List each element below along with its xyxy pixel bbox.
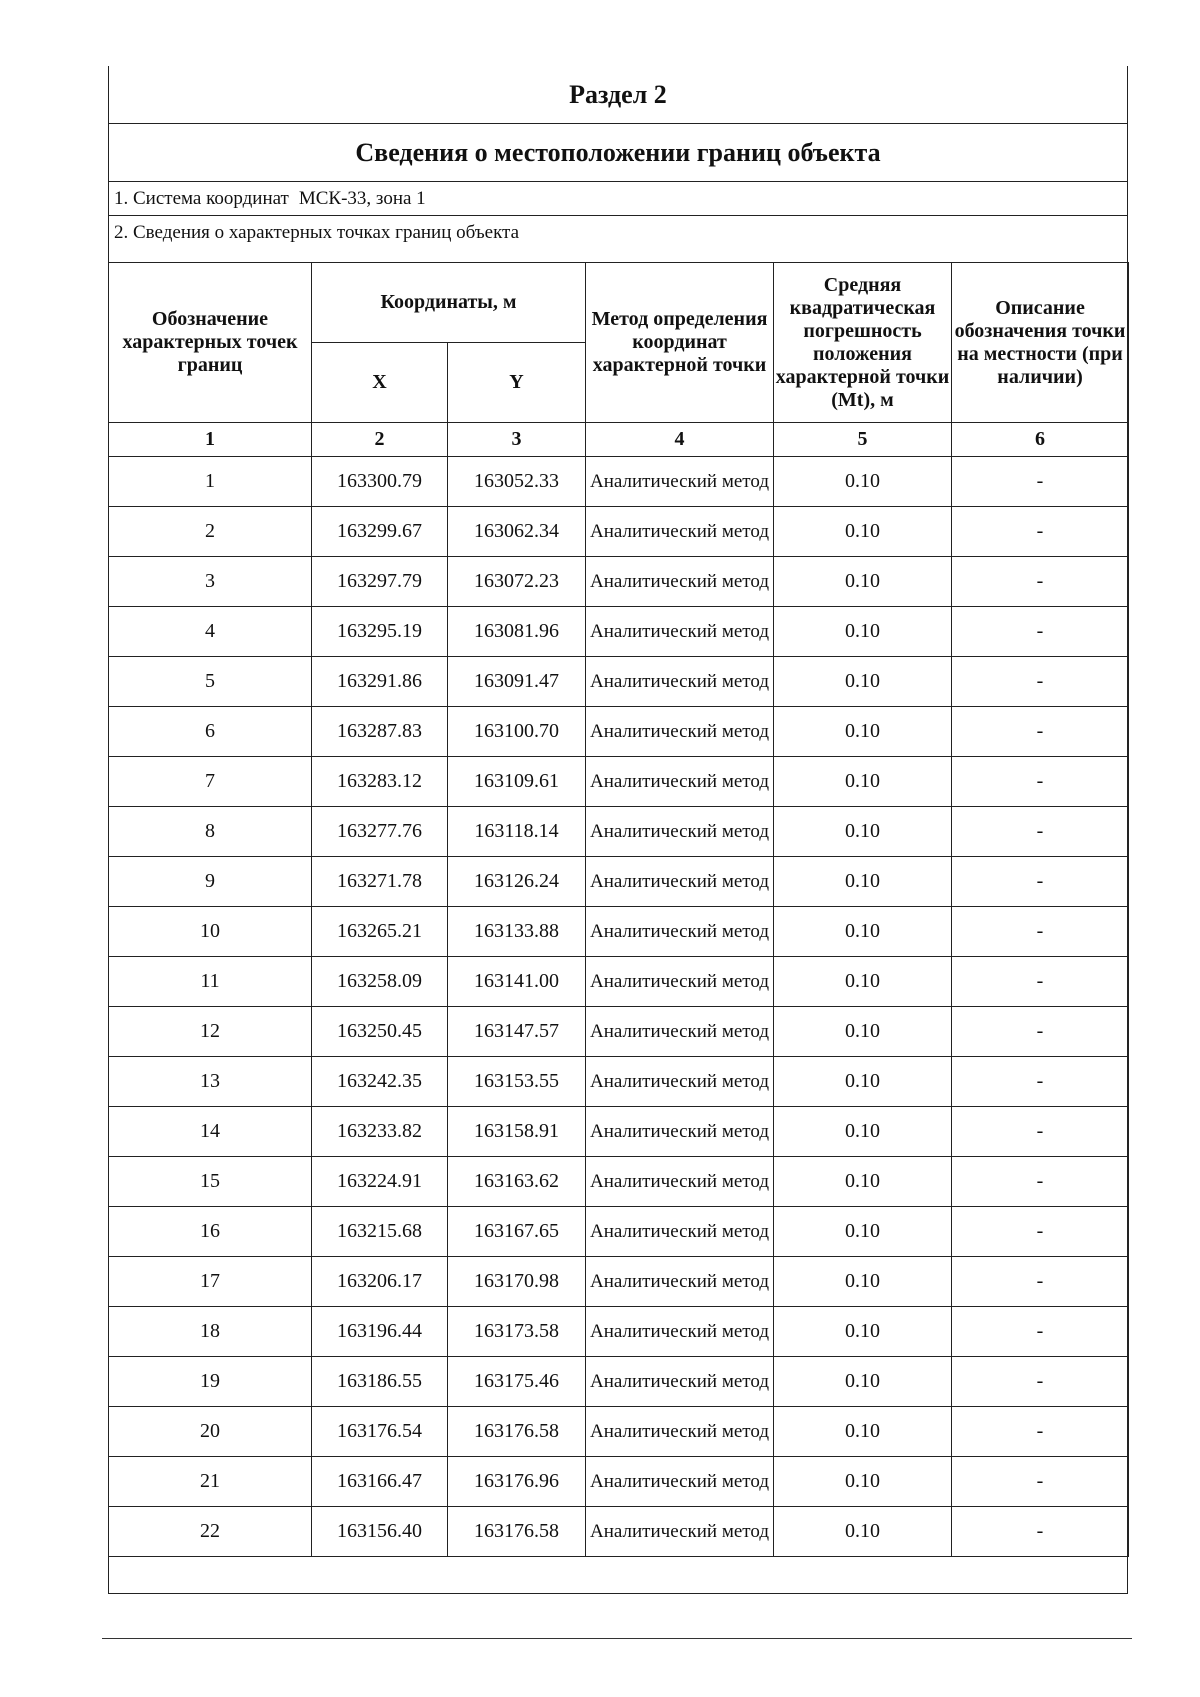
table-row [109,1257,1129,1307]
x-coordinate-cell: 163258.09 [312,957,448,1007]
method-cell: Аналитический метод [586,557,774,607]
point-number-cell: 6 [109,707,312,757]
y-coordinate-cell: 163153.55 [448,1057,586,1107]
bottom-rule [102,1638,1132,1639]
description-cell: - [952,857,1129,907]
accuracy-cell: 0.10 [774,1057,952,1107]
point-number-cell: 4 [109,607,312,657]
table-row [109,857,1129,907]
y-coordinate-cell: 163176.58 [448,1407,586,1457]
accuracy-cell: 0.10 [774,1407,952,1457]
x-coordinate-cell: 163295.19 [312,607,448,657]
accuracy-cell: 0.10 [774,707,952,757]
accuracy-cell: 0.10 [774,507,952,557]
section-subtitle: Сведения о местоположении границ объекта [108,124,1128,182]
point-number-cell: 11 [109,957,312,1007]
y-coordinate-cell: 163100.70 [448,707,586,757]
table-row [109,1207,1129,1257]
accuracy-cell: 0.10 [774,607,952,657]
section-title: Раздел 2 [108,66,1128,124]
table-row [109,907,1129,957]
accuracy-cell: 0.10 [774,1357,952,1407]
description-cell: - [952,707,1129,757]
description-cell: - [952,1457,1129,1507]
points-info-label: 2. Сведения о характерных точках границ объекта [114,222,520,243]
x-coordinate-cell: 163196.44 [312,1307,448,1357]
description-cell: - [952,1507,1129,1557]
description-cell: - [952,1257,1129,1307]
x-coordinate-cell: 163300.79 [312,457,448,507]
section-header [108,66,1128,250]
accuracy-cell: 0.10 [774,1007,952,1057]
method-cell: Аналитический метод [586,957,774,1007]
table-row [109,1307,1129,1357]
x-coordinate-cell: 163156.40 [312,1507,448,1557]
table-row [109,1507,1129,1557]
boundary-points-table [108,262,1129,1557]
column-number: 3 [448,423,586,457]
y-coordinate-cell: 163141.00 [448,957,586,1007]
header-x: X [312,343,448,423]
table-row [109,707,1129,757]
column-number: 1 [109,423,312,457]
accuracy-cell: 0.10 [774,857,952,907]
x-coordinate-cell: 163166.47 [312,1457,448,1507]
x-coordinate-cell: 163271.78 [312,857,448,907]
y-coordinate-cell: 163176.96 [448,1457,586,1507]
description-cell: - [952,557,1129,607]
point-number-cell: 21 [109,1457,312,1507]
method-cell: Аналитический метод [586,657,774,707]
table-row [109,1057,1129,1107]
table-row [109,957,1129,1007]
point-number-cell: 3 [109,557,312,607]
table-row [109,1457,1129,1507]
x-coordinate-cell: 163250.45 [312,1007,448,1057]
method-cell: Аналитический метод [586,1257,774,1307]
accuracy-cell: 0.10 [774,557,952,607]
accuracy-cell: 0.10 [774,457,952,507]
y-coordinate-cell: 163176.58 [448,1507,586,1557]
y-coordinate-cell: 163109.61 [448,757,586,807]
method-cell: Аналитический метод [586,457,774,507]
x-coordinate-cell: 163277.76 [312,807,448,857]
accuracy-cell: 0.10 [774,757,952,807]
coordinate-system-label: 1. Система координат [114,187,289,209]
accuracy-cell: 0.10 [774,957,952,1007]
description-cell: - [952,807,1129,857]
method-cell: Аналитический метод [586,807,774,857]
y-coordinate-cell: 163081.96 [448,607,586,657]
y-coordinate-cell: 163062.34 [448,507,586,557]
accuracy-cell: 0.10 [774,1457,952,1507]
header-point-designation: Обозначение характерных точек границ [109,263,312,423]
table-row [109,457,1129,507]
point-number-cell: 9 [109,857,312,907]
description-cell: - [952,1307,1129,1357]
method-cell: Аналитический метод [586,1207,774,1257]
method-cell: Аналитический метод [586,1057,774,1107]
description-cell: - [952,1157,1129,1207]
description-cell: - [952,507,1129,557]
x-coordinate-cell: 163186.55 [312,1357,448,1407]
table-row [109,1407,1129,1457]
method-cell: Аналитический метод [586,1107,774,1157]
column-numbers-row [109,423,1129,457]
x-coordinate-cell: 163299.67 [312,507,448,557]
point-number-cell: 22 [109,1507,312,1557]
y-coordinate-cell: 163118.14 [448,807,586,857]
table-row [109,807,1129,857]
y-coordinate-cell: 163163.62 [448,1157,586,1207]
header-method: Метод определения координат характерной точки [586,263,774,423]
method-cell: Аналитический метод [586,707,774,757]
description-cell: - [952,457,1129,507]
point-number-cell: 20 [109,1407,312,1457]
point-number-cell: 8 [109,807,312,857]
point-number-cell: 13 [109,1057,312,1107]
coordinate-system-line [108,182,1128,216]
description-cell: - [952,907,1129,957]
point-number-cell: 12 [109,1007,312,1057]
y-coordinate-cell: 163052.33 [448,457,586,507]
point-number-cell: 16 [109,1207,312,1257]
y-coordinate-cell: 163170.98 [448,1257,586,1307]
column-number: 5 [774,423,952,457]
method-cell: Аналитический метод [586,1457,774,1507]
header-accuracy: Средняя квадратическая погрешность положения характерной точки (Mt), м [774,263,952,423]
y-coordinate-cell: 163173.58 [448,1307,586,1357]
point-number-cell: 18 [109,1307,312,1357]
header-description: Описание обозначения точки на местности (при наличии) [952,263,1129,423]
x-coordinate-cell: 163215.68 [312,1207,448,1257]
description-cell: - [952,657,1129,707]
y-coordinate-cell: 163072.23 [448,557,586,607]
table-row [109,1157,1129,1207]
header-coordinates: Координаты, м [312,263,586,343]
accuracy-cell: 0.10 [774,1157,952,1207]
table-row [109,657,1129,707]
description-cell: - [952,1107,1129,1157]
x-coordinate-cell: 163287.83 [312,707,448,757]
point-number-cell: 7 [109,757,312,807]
description-cell: - [952,1407,1129,1457]
x-coordinate-cell: 163206.17 [312,1257,448,1307]
x-coordinate-cell: 163233.82 [312,1107,448,1157]
table-row [109,757,1129,807]
table-row [109,507,1129,557]
method-cell: Аналитический метод [586,757,774,807]
y-coordinate-cell: 163147.57 [448,1007,586,1057]
point-number-cell: 19 [109,1357,312,1407]
table-row [109,607,1129,657]
description-cell: - [952,757,1129,807]
x-coordinate-cell: 163242.35 [312,1057,448,1107]
method-cell: Аналитический метод [586,1157,774,1207]
point-number-cell: 15 [109,1157,312,1207]
column-number: 4 [586,423,774,457]
x-coordinate-cell: 163291.86 [312,657,448,707]
column-number: 6 [952,423,1129,457]
point-number-cell: 14 [109,1107,312,1157]
y-coordinate-cell: 163091.47 [448,657,586,707]
table-row [109,1007,1129,1057]
point-number-cell: 1 [109,457,312,507]
y-coordinate-cell: 163126.24 [448,857,586,907]
description-cell: - [952,607,1129,657]
column-number: 2 [312,423,448,457]
method-cell: Аналитический метод [586,507,774,557]
x-coordinate-cell: 163297.79 [312,557,448,607]
y-coordinate-cell: 163167.65 [448,1207,586,1257]
accuracy-cell: 0.10 [774,1507,952,1557]
table-row [109,1357,1129,1407]
coordinate-system-value: МСК-33, зона 1 [298,187,426,209]
method-cell: Аналитический метод [586,1357,774,1407]
table-row [109,557,1129,607]
x-coordinate-cell: 163265.21 [312,907,448,957]
accuracy-cell: 0.10 [774,1207,952,1257]
accuracy-cell: 0.10 [774,907,952,957]
description-cell: - [952,1057,1129,1107]
method-cell: Аналитический метод [586,1507,774,1557]
method-cell: Аналитический метод [586,1407,774,1457]
table-row [109,1107,1129,1157]
accuracy-cell: 0.10 [774,1257,952,1307]
x-coordinate-cell: 163283.12 [312,757,448,807]
point-number-cell: 5 [109,657,312,707]
y-coordinate-cell: 163158.91 [448,1107,586,1157]
point-number-cell: 2 [109,507,312,557]
method-cell: Аналитический метод [586,607,774,657]
header-y: Y [448,343,586,423]
point-number-cell: 10 [109,907,312,957]
method-cell: Аналитический метод [586,907,774,957]
accuracy-cell: 0.10 [774,807,952,857]
accuracy-cell: 0.10 [774,1307,952,1357]
point-number-cell: 17 [109,1257,312,1307]
method-cell: Аналитический метод [586,1007,774,1057]
x-coordinate-cell: 163176.54 [312,1407,448,1457]
y-coordinate-cell: 163175.46 [448,1357,586,1407]
description-cell: - [952,1207,1129,1257]
method-cell: Аналитический метод [586,857,774,907]
description-cell: - [952,1007,1129,1057]
accuracy-cell: 0.10 [774,657,952,707]
x-coordinate-cell: 163224.91 [312,1157,448,1207]
method-cell: Аналитический метод [586,1307,774,1357]
y-coordinate-cell: 163133.88 [448,907,586,957]
accuracy-cell: 0.10 [774,1107,952,1157]
description-cell: - [952,1357,1129,1407]
description-cell: - [952,957,1129,1007]
points-info-line [108,216,1128,250]
